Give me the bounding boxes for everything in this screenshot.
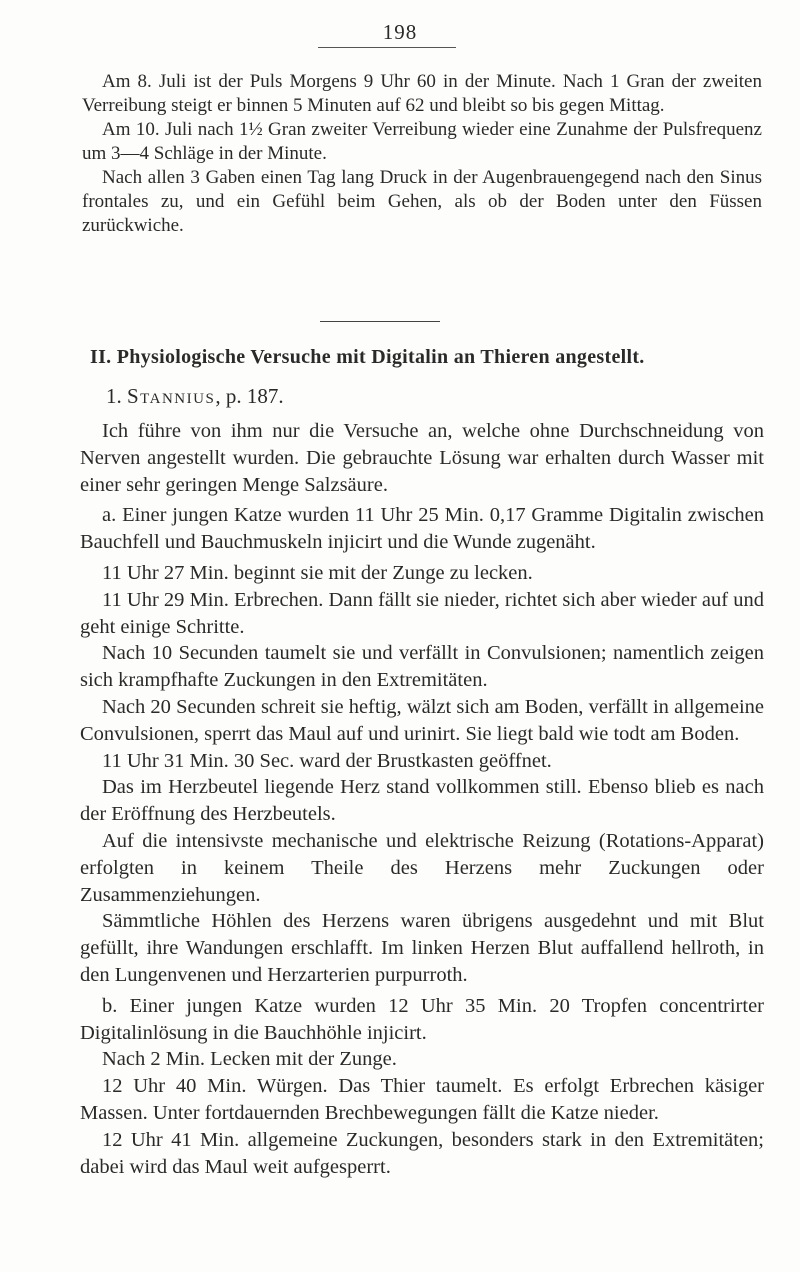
paragraph: Das im Herzbeutel liegende Herz stand vollkommen still. Ebenso blieb es nach der Eröffnung des Herzbeutels. [80,776,764,826]
citation-author: Stannius [127,384,216,408]
section-heading: II. Physiologische Versuche mit Digitalin an Thieren angestellt. [90,346,645,368]
paragraph: b. Einer jungen Katze wurden 12 Uhr 35 Min. 20 Tropfen concentrirter Digitalinlösung in die Bauchhöhle injicirt. [80,994,764,1044]
paragraph: Nach 10 Secunden taumelt sie und verfällt in Convulsionen; namentlich zeigen sich krampfhafte Zuckungen in den Extremitäten. [80,642,764,692]
intro-text [82,70,762,238]
paragraph: 11 Uhr 31 Min. 30 Sec. ward der Brustkasten geöffnet. [102,749,552,772]
paragraph: Auf die intensivste mechanische und elektrische Reizung (Rotations-Apparat) erfolgten in keinem Theile des Herzens mehr Zuckungen oder Zusammenziehungen. [80,829,764,906]
paragraph: Sämmtliche Höhlen des Herzens waren übrigens ausgedehnt und mit Blut gefüllt, ihre Wandungen erschlafft. Im linken Herzen Blut auffallend hellroth, in den Lungenvenen und Herzarterien purpurroth. [80,910,764,986]
paragraph: Nach 20 Secunden schreit sie heftig, wälzt sich am Boden, verfällt in allgemeine Convulsionen, sperrt das Maul auf und urinirt. Sie liegt bald wie todt am Boden. [80,695,764,745]
main-text [80,418,764,1180]
citation-number: 1. [106,384,122,408]
paragraph: Am 10. Juli nach 1½ Gran zweiter Verreibung wieder eine Zunahme der Pulsfrequenz um 3—4 Schläge in der Minute. [82,119,762,164]
page-number-rule [318,47,456,48]
section-divider [320,321,440,322]
paragraph: 12 Uhr 41 Min. allgemeine Zuckungen, besonders stark in den Extremitäten; dabei wird das Maul weit aufgesperrt. [80,1128,764,1178]
paragraph: Ich führe von ihm nur die Versuche an, welche ohne Durchschneidung von Nerven angestellt wurden. Die gebrauchte Lösung war erhalten durch Wasser mit einer sehr geringen Menge Salzsäure. [80,420,764,496]
paragraph: 11 Uhr 27 Min. beginnt sie mit der Zunge zu lecken. [102,561,533,584]
citation-page: , p. 187. [215,384,284,408]
paragraph: 12 Uhr 40 Min. Würgen. Das Thier taumelt. Es erfolgt Erbrechen käsiger Massen. Unter fortdauernden Brechbewegungen fällt die Katze nieder. [80,1075,764,1124]
paragraph: Am 8. Juli ist der Puls Morgens 9 Uhr 60 in der Minute. Nach 1 Gran der zweiten Verreibung steigt er binnen 5 Minuten auf 62 und bleibt so bis gegen Mittag. [82,71,762,116]
paragraph: a. Einer jungen Katze wurden 11 Uhr 25 Min. 0,17 Gramme Digitalin zwischen Bauchfell und Bauchmuskeln injicirt und die Wunde zugenäht. [80,504,764,554]
paragraph: Nach 2 Min. Lecken mit der Zunge. [102,1048,397,1071]
citation [106,384,284,409]
page-number: 198 [382,20,418,44]
paragraph: 11 Uhr 29 Min. Erbrechen. Dann fällt sie nieder, richtet sich aber wieder auf und geht einige Schritte. [80,588,764,638]
paragraph: Nach allen 3 Gaben einen Tag lang Druck in der Augenbrauengegend nach den Sinus frontales zu, und ein Gefühl beim Gehen, als ob der Boden unter den Füssen zurückwiche. [82,167,762,236]
